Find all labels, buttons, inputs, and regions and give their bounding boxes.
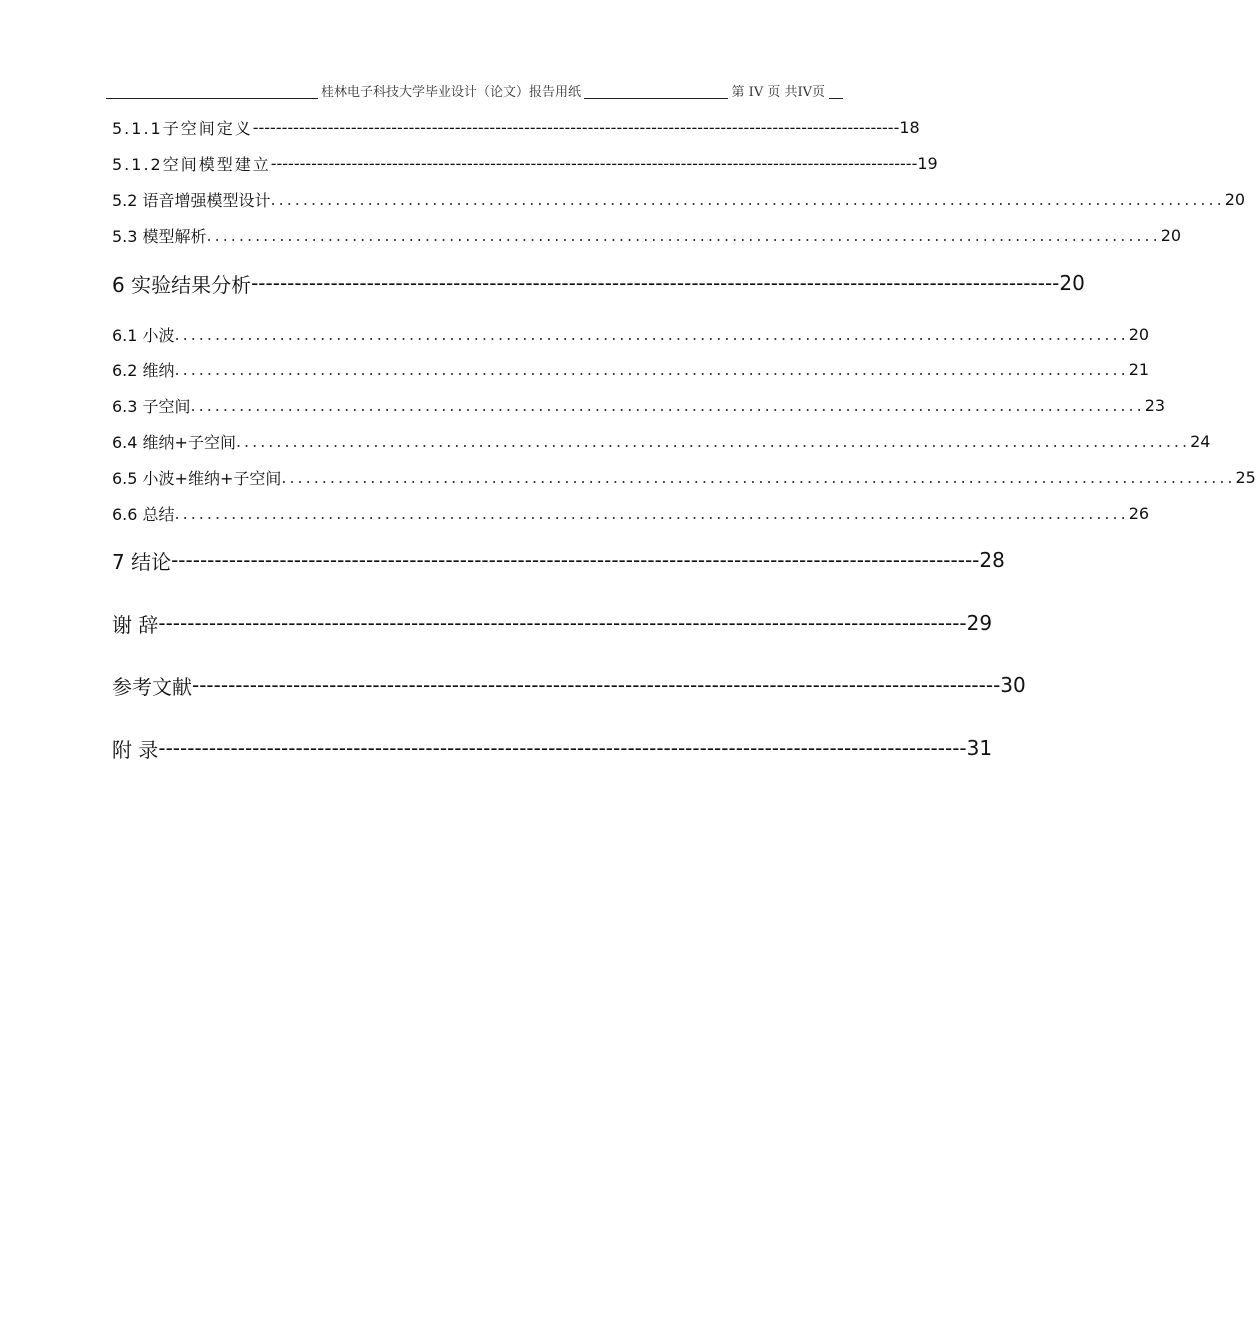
toc-page-number: 25	[1235, 467, 1256, 487]
toc-leader: ----------------------------------------------------------------------------------------------------------------	[192, 673, 1001, 697]
toc-entry-6-1[interactable]	[112, 322, 1150, 346]
toc-leader: ......................................................................................................................	[281, 467, 1236, 487]
toc-entry-acknowledgements[interactable]	[112, 608, 993, 638]
toc-entry-6-6[interactable]	[112, 501, 1150, 525]
toc-entry-5-2[interactable]	[112, 187, 1246, 211]
toc-entry-5-1-1[interactable]	[112, 115, 920, 139]
toc-entry-label: 6.3 子空间	[112, 396, 191, 416]
toc-page-number: 23	[1144, 395, 1166, 415]
toc-entry-appendix[interactable]	[112, 733, 993, 763]
toc-entry-references[interactable]	[112, 670, 1026, 700]
toc-entry-label: 6.5 小波+维纳+子空间	[112, 468, 282, 488]
toc-leader: ----------------------------------------------------------------------------------------------------------------	[252, 117, 900, 137]
toc-entry-label: 5.2 语音增强模型设计	[112, 190, 271, 210]
toc-page-number: 18	[899, 117, 920, 137]
toc-entry-label: 6 实验结果分析	[112, 272, 252, 297]
toc-page-number: 19	[917, 153, 938, 173]
toc-entry-label: 6.4 维纳+子空间	[112, 432, 236, 452]
toc-entry-6[interactable]	[112, 268, 1085, 298]
header-page-number: 第 IV 页 共IV页	[728, 81, 829, 100]
toc-entry-label: 附 录	[112, 737, 159, 762]
toc-entry-6-4[interactable]	[112, 429, 1211, 453]
toc-page-number: 29	[966, 611, 993, 635]
toc-leader: ----------------------------------------------------------------------------------------------------------------	[251, 271, 1060, 295]
toc-entry-label: 7 结论	[112, 549, 172, 574]
toc-entry-5-3[interactable]	[112, 223, 1182, 247]
toc-entry-label: 谢 辞	[112, 612, 159, 637]
toc-entry-6-5[interactable]	[112, 465, 1256, 489]
toc-leader: ......................................................................................................................	[174, 503, 1129, 523]
toc-page-number: 30	[1000, 673, 1026, 697]
toc-leader: ----------------------------------------------------------------------------------------------------------------	[158, 736, 967, 760]
toc-entry-5-1-2[interactable]	[112, 151, 938, 175]
toc-leader: ----------------------------------------------------------------------------------------------------------------	[270, 153, 918, 173]
toc-entry-label: 6.2 维纳	[112, 360, 175, 380]
toc-page-number: 31	[966, 736, 993, 760]
toc-page-number: 28	[979, 548, 1005, 572]
toc-leader: ......................................................................................................................	[206, 225, 1161, 245]
toc-page-number: 20	[1224, 189, 1246, 209]
toc-page-number: 20	[1160, 225, 1182, 245]
toc-leader: ----------------------------------------------------------------------------------------------------------------	[158, 611, 967, 635]
toc-leader: ......................................................................................................................	[235, 431, 1191, 451]
toc-entry-6-2[interactable]	[112, 357, 1150, 381]
header-title: 桂林电子科技大学毕业设计（论文）报告用纸	[318, 81, 584, 100]
toc-page-number: 20	[1059, 271, 1085, 295]
toc-entry-6-3[interactable]	[112, 393, 1166, 417]
toc-entry-7[interactable]	[112, 545, 1005, 575]
toc-leader: ......................................................................................................................	[174, 324, 1129, 344]
toc-entry-label: 5.1.2空间模型建立	[112, 154, 271, 174]
toc-entry-label: 5.3 模型解析	[112, 226, 207, 246]
toc-page-number: 26	[1128, 503, 1150, 523]
toc-leader: ......................................................................................................................	[270, 189, 1225, 209]
toc-page-number: 21	[1128, 359, 1150, 379]
toc-entry-label: 6.6 总结	[112, 504, 175, 524]
toc-page-number: 24	[1190, 431, 1211, 451]
toc-leader: ......................................................................................................................	[190, 395, 1145, 415]
page-header	[106, 78, 843, 99]
toc-entry-label: 5.1.1子空间定义	[112, 118, 253, 138]
toc-entry-label: 参考文献	[112, 674, 192, 699]
toc-entry-label: 6.1 小波	[112, 325, 175, 345]
toc-page-number: 20	[1128, 324, 1150, 344]
toc-leader: ......................................................................................................................	[174, 359, 1129, 379]
toc-leader: ----------------------------------------------------------------------------------------------------------------	[171, 548, 980, 572]
